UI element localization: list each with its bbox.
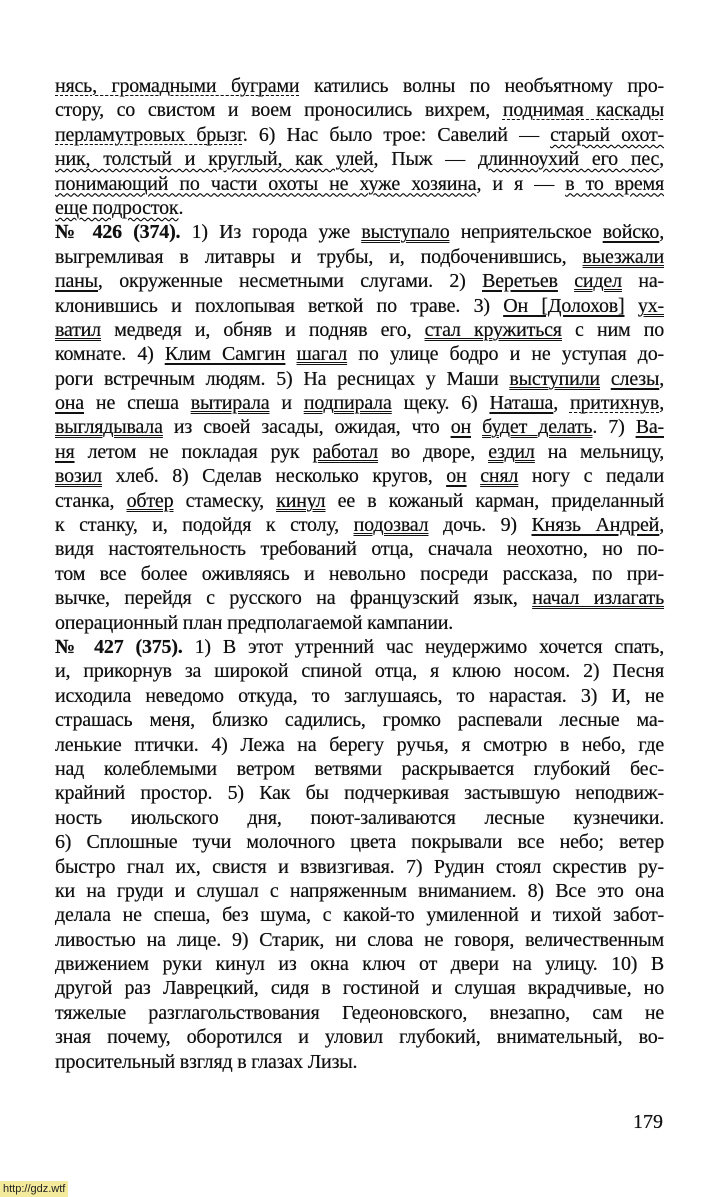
predicate-double-underlined: ух- [637,294,664,317]
text-segment: ность июльского дня, поют-заливаются лесные кузнечики. [55,806,664,829]
text-line [55,513,664,537]
subject-underlined: слезы [610,367,660,390]
text-line [55,123,664,147]
subject-underlined: Ва- [635,416,664,439]
adverbial-dashed-underlined: поднимая каскады [502,99,664,122]
predicate-double-underlined: выступили [509,367,600,390]
text-line [55,611,664,635]
predicate-double-underlined: будет делать [482,416,593,439]
text-line [55,1001,664,1025]
adverbial-dashed-underlined: притихнув [569,392,660,415]
predicate-double-underlined: работал [312,440,378,463]
text-line [55,1025,664,1049]
text-segment: . 6) Нас было трое: Савелий — [242,123,551,146]
text-segment: над колеблемыми ветром ветвями раскрывается глубокий бес- [55,757,664,780]
text-segment: стамеску, [173,489,277,512]
text-segment: неприятельское [449,221,603,244]
subject-underlined: войско [602,221,660,244]
appositive-wavy-underlined: еще подросток [55,196,179,219]
text-segment: . 7) [592,416,636,439]
text-segment: к станку, и, подойдя к столу, [55,514,354,537]
subject-underlined: Он [Долохов] [503,294,625,317]
text-segment: комнате. 4) [55,343,165,366]
text-line [55,659,664,683]
text-line [55,855,664,879]
text-segment: крайний простор. 5) Как бы подчеркивая застывшую неподвиж- [55,782,664,805]
text-segment: другой раз Лаврецкий, сидя в гостиной и слушая вкрадчивые, но [55,977,664,1000]
text-line [55,464,664,488]
text-segment: операционный план предполагаемой кампании. [55,611,454,634]
subject-underlined: он [446,465,467,488]
text-segment: на- [621,270,664,293]
text-line [55,440,664,464]
text-segment: , Пыж — [373,148,479,171]
text-line [55,489,664,513]
text-line [55,391,664,415]
text-line [55,562,664,586]
predicate-double-underlined: кинул [276,489,326,512]
text-segment: из своей засады, ожидая, что [162,416,451,439]
text-segment: , [659,148,664,171]
subject-underlined: ня [55,440,75,463]
text-segment [558,270,574,292]
subject-underlined: Веретьев [482,270,558,293]
text-segment: станка, [55,489,127,512]
predicate-double-underlined: вытирала [190,392,270,415]
predicate-double-underlined: выступало [361,221,450,244]
adverbial-dashed-underlined: нясь, громадными буграми [55,75,300,97]
text-line [55,415,664,439]
subject-underlined: паны [55,270,98,293]
text-segment: , [659,367,664,390]
subject-underlined: он [450,416,472,439]
text-segment: исходила неведомо откуда, то заглушаясь, то нарастая. 3) И, не [55,684,664,707]
text-segment: 1) В этот утренний час неудержимо хочется спать, [182,635,664,658]
text-segment [624,295,637,317]
text-line [55,976,664,1000]
appositive-wavy-underlined: старый охот- [550,123,664,146]
text-segment: быстро гнал их, свистя и взвизгивая. 7) Рудин стоял скрестив ру- [55,855,664,878]
predicate-double-underlined: снял [480,465,519,488]
text-line [55,635,664,659]
subject-underlined: она [55,392,84,415]
text-segment: не спеша [83,392,191,415]
text-line [55,757,664,781]
text-line [55,830,664,854]
text-segment: тяжелые разглагольствования Гедеоновского, внезапно, сам не [55,1001,664,1024]
page-body-text [55,74,664,1074]
text-line [55,196,664,220]
text-segment: зная почему, оборотился и уловил глубокий, внимательный, во- [55,1026,664,1049]
predicate-double-underlined: подпирала [303,392,392,415]
text-line [55,318,664,342]
appositive-wavy-underlined: ник, толстый и круглый, как улей [55,148,374,171]
text-segment: катились волны по необъятному про- [299,75,664,97]
text-segment: , [659,514,664,537]
text-segment: и [269,392,304,415]
predicate-double-underlined: обтер [126,489,174,512]
text-segment: , [553,392,570,415]
exercise-number: № 427 (375). [55,635,183,658]
exercise-number: № 426 (374). [55,221,181,244]
text-segment: по улице бодро и не уступая до- [347,343,664,366]
subject-underlined: Князь Андрей [531,514,660,537]
text-segment: , окруженные несметными слугами. 2) [97,270,483,293]
text-segment: ливостью на лице. 9) Старик, ни слова не говоря, величественным [55,928,664,951]
predicate-double-underlined: сидел [574,270,622,293]
text-segment: роги встречным людям. 5) На ресницах у Маши [55,367,510,390]
text-line [55,903,664,927]
text-segment: просительный взгляд в глазах Лизы. [55,1050,358,1073]
text-line [55,147,664,171]
adverbial-dashed-underlined: перламутровых брызг [55,123,243,146]
text-segment: хлеб. 8) Сделав несколько кругов, [101,465,447,488]
text-segment: с ним по [561,318,664,341]
text-segment [285,343,296,365]
text-line [55,781,664,805]
text-segment: движением руки кинул из окна ключ от двери на улицу. 10) В [55,953,664,976]
text-segment: том все более оживляясь и невольно посреди рассказа, по при- [55,562,664,585]
text-segment: и, прикорнув за широкой спиной отца, я клюю носом. 2) Песня [55,660,664,683]
text-segment: медведя и, обняв и подняв его, [100,318,425,341]
text-segment: на мельницу, [534,440,664,463]
footer-watermark-link[interactable]: http://gdz.wtf [0,1181,68,1197]
text-line [55,879,664,903]
text-line [55,952,664,976]
text-segment [600,368,611,390]
predicate-double-underlined: шагал [296,343,348,366]
text-segment: . [178,196,184,219]
text-segment: видя настоятельность требований отца, сначала неохотно, но по- [55,538,664,561]
page-number: 179 [633,1111,663,1133]
text-segment: 1) Из города уже [180,221,362,244]
text-segment: , [659,221,664,244]
text-line [55,708,664,732]
text-line [55,220,664,244]
subject-underlined: Клим Самгин [164,343,286,366]
predicate-double-underlined: выглядывала [55,416,163,439]
text-segment: стору, со свистом и воем проносились вихрем, [55,99,503,122]
appositive-wavy-underlined: понимающий по части охоты не хуже хозяина [55,172,477,195]
text-segment: во дворе, [377,440,489,463]
text-line [55,245,664,269]
text-line [55,1050,664,1074]
text-segment: делала не спеша, без шума, с какой-то умиленной и тихой забот- [55,904,664,927]
appositive-wavy-underlined: длинноухий его пес [478,148,660,171]
text-segment: дочь. 9) [428,514,532,537]
text-line [55,98,664,122]
text-segment: ногу с педали [518,465,664,488]
text-line [55,294,664,318]
predicate-double-underlined: стал кружиться [424,318,562,341]
text-line [55,928,664,952]
text-segment: выгремливая в литавры и трубы, и, подбоченившись, [55,245,583,268]
text-segment: клонившись и похлопывая веткой по траве. 3) [55,294,504,317]
text-line [55,684,664,708]
appositive-wavy-underlined: в то время [565,172,664,195]
text-segment [467,465,481,487]
text-line [55,367,664,391]
text-segment: ее в кожаный карман, приделанный [325,489,664,512]
text-line [55,74,664,98]
text-segment: ленькие птички. 4) Лежа на берегу ручья, я смотрю в небо, где [55,733,664,756]
predicate-double-underlined: выезжали [582,245,664,268]
text-segment: страшась меня, близко садились, громко распевали лесные ма- [55,709,664,732]
text-segment: , [659,392,664,415]
text-line [55,269,664,293]
text-segment: ки на груди и слушал с напряженным вниманием. 8) Все это она [55,879,664,902]
predicate-double-underlined: ездил [488,440,535,463]
predicate-double-underlined: ватил [55,318,101,341]
predicate-double-underlined: начал излагать [532,587,665,610]
text-line [55,733,664,757]
text-segment: , и я — [476,172,566,195]
text-segment: летом не покладая рук [74,440,313,463]
subject-underlined: Наташа [489,392,554,415]
predicate-double-underlined: подозвал [353,514,429,537]
text-line [55,806,664,830]
text-line [55,172,664,196]
text-line [55,586,664,610]
predicate-double-underlined: возил [55,465,102,488]
text-segment [471,416,482,438]
text-line [55,537,664,561]
text-segment: щеку. 6) [391,392,490,415]
text-line [55,342,664,366]
text-segment: вычке, перейдя с русского на французский язык, [55,587,533,610]
text-segment: 6) Сплошные тучи молочного цвета покрывали все небо; ветер [55,831,664,854]
